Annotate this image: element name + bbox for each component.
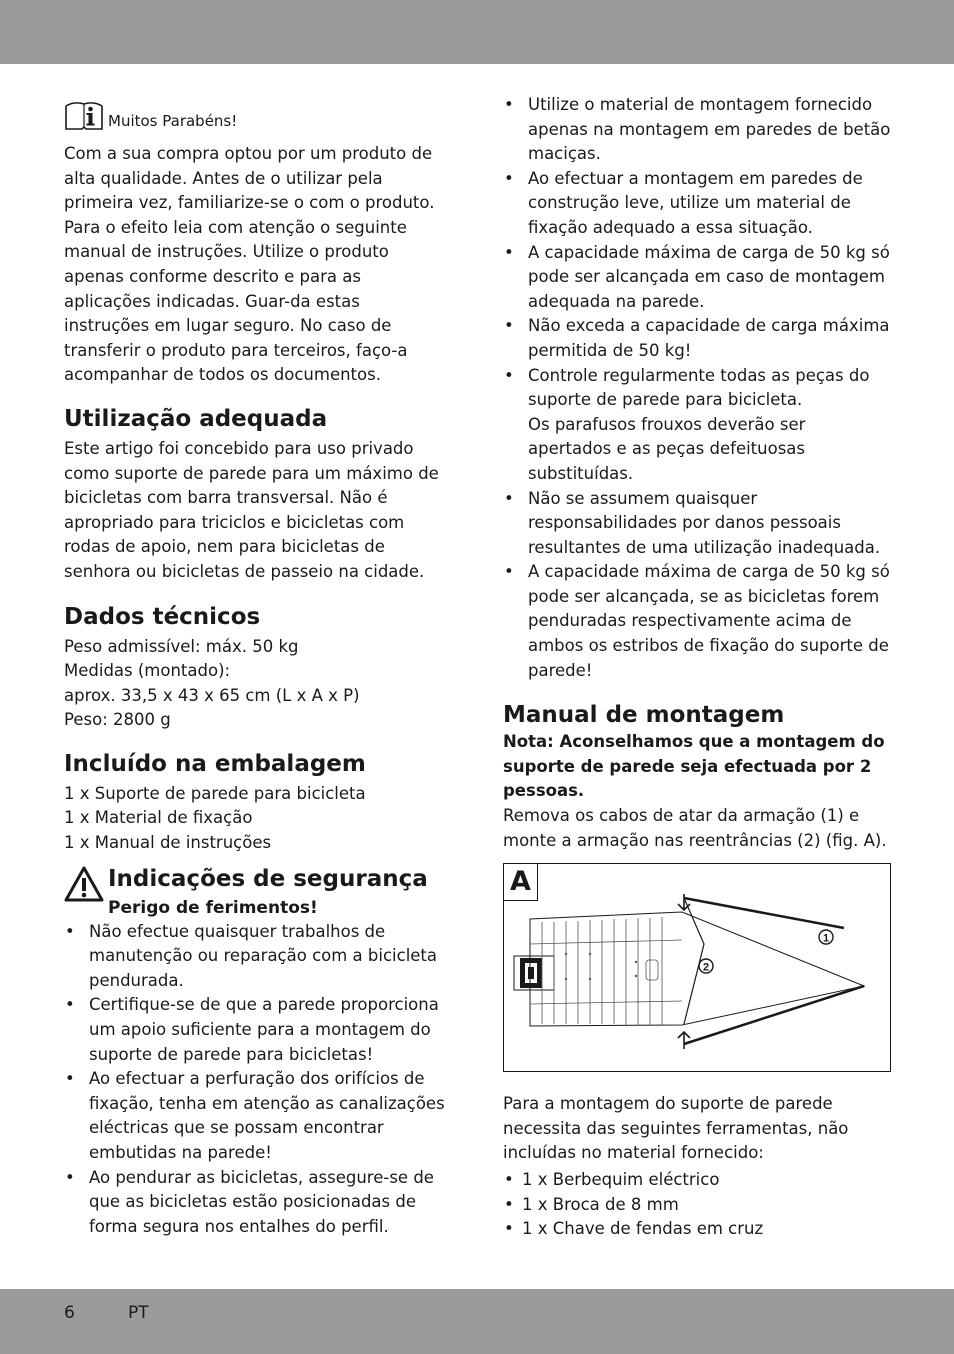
intro-heading [64,100,448,130]
right-column [503,93,893,1242]
incluido-line: 1 x Manual de instruções [64,833,272,853]
figure-label: A [504,864,538,901]
dados-line: Peso admissível: máx. 50 kg [64,636,299,656]
list-item: • Ao efectuar a montagem em paredes de construção leve, utilize um material de fixação adequado a essa situação. [503,167,893,241]
warning-triangle-icon [64,866,104,902]
list-item: • A capacidade máxima de carga de 50 kg só pode ser alcançada em caso de montagem adequada na parede. [503,241,893,315]
dados-line: Medidas (montado): [64,661,231,681]
section-title-seguranca: Indicações de segurança [108,865,428,892]
safety-list-left [64,920,448,1240]
intro-label: Muitos Parabéns! [108,112,238,130]
language-code: PT [128,1303,149,1323]
list-item-extra: Os parafusos frouxos deverão ser apertados e as peças defeituosas substituídas. [528,414,806,483]
section-title-incluido: Incluído na embalagem [64,750,366,777]
list-item: • 1 x Berbequim eléctrico [503,1168,893,1193]
section-title-montagem: Manual de montagem [503,702,785,729]
dados-line: Peso: 2800 g [64,710,171,730]
safety-list-right [503,93,893,683]
callout-2: 2 [702,961,710,974]
list-item: • Não exceda a capacidade de carga máxima permitida de 50 kg! [503,314,893,363]
list-item: • Não se assumem quaisquer responsabilidades por danos pessoais resultantes de uma utilização inadequada. [503,487,893,561]
incluido-line: 1 x Material de fixação [64,808,253,828]
tools-intro: Para a montagem do suporte de parede necessita das seguintes ferramentas, não incluídas no material fornecido: [503,1094,849,1163]
info-book-icon [64,100,104,130]
header-bar [0,0,954,64]
list-item: • A capacidade máxima de carga de 50 kg só pode ser alcançada, se as bicicletas forem penduradas respectivamente acima de ambos os estribos de fixação do suporte de parede! [503,560,893,683]
list-item: • Ao pendurar as bicicletas, assegure-se de que as bicicletas estão posicionadas de forma segura nos entalhes do perfil. [64,1166,448,1240]
list-item [503,364,893,487]
tools-list [503,1168,893,1242]
list-item: • 1 x Broca de 8 mm [503,1193,893,1218]
list-item-text: Controle regularmente todas as peças do suporte de parede para bicicleta. [528,365,870,410]
list-item: • Utilize o material de montagem fornecido apenas na montagem em paredes de betão maciças. [503,93,893,167]
list-item: • 1 x Chave de fendas em cruz [503,1217,893,1242]
dados-line: aprox. 33,5 x 43 x 65 cm (L x A x P) [64,685,360,705]
left-column [64,100,448,1239]
montagem-note: Nota: Aconselhamos que a montagem do suporte de parede seja efectuada por 2 pessoas. [503,732,885,801]
bracket-diagram [504,864,890,1071]
list-item: • Não efectue quaisquer trabalhos de manutenção ou reparação com a bicicleta pendurada. [64,920,448,994]
safety-heading [64,864,448,920]
list-item: • Certifique-se de que a parede proporciona um apoio suficiente para a montagem do suporte de parede para bicicletas! [64,993,448,1067]
montagem-step: Remova os cabos de atar da armação (1) e monte a armação nas reentrâncias (2) (fig. A). [503,806,887,850]
list-item: • Ao efectuar a perfuração dos orifícios de fixação, tenha em atenção as canalizações eléctricas que se possam encontrar embutidas na parede! [64,1067,448,1165]
safety-subtitle: Perigo de ferimentos! [108,897,318,918]
section-title-dados: Dados técnicos [64,603,261,630]
section-title-utilizacao: Utilização adequada [64,405,328,432]
utilizacao-text: Este artigo foi concebido para uso privado como suporte de parede para um máximo de bicicletas com barra transversal. Não é apropriado para triciclos e bicicletas com rodas de apoio, nem para bicicletas de senhora ou bicicletas de passeio na cidade. [64,438,439,581]
intro-text: Com a sua compra optou por um produto de alta qualidade. Antes de o utilizar pela primeira vez, familiarize-se o com o produto. Para o efeito leia com atenção o seguinte manual de instruções. Utilize o produto apenas conforme descrito e para as aplicações indicadas. Guar-da estas instruções em lugar seguro. No caso de transferir o produto para terceiros, faço-a acompanhar de todos os documentos. [64,144,435,385]
callout-1: 1 [822,932,830,945]
page-number: 6 [64,1303,75,1323]
figure-a [503,863,891,1072]
incluido-line: 1 x Suporte de parede para bicicleta [64,783,366,803]
